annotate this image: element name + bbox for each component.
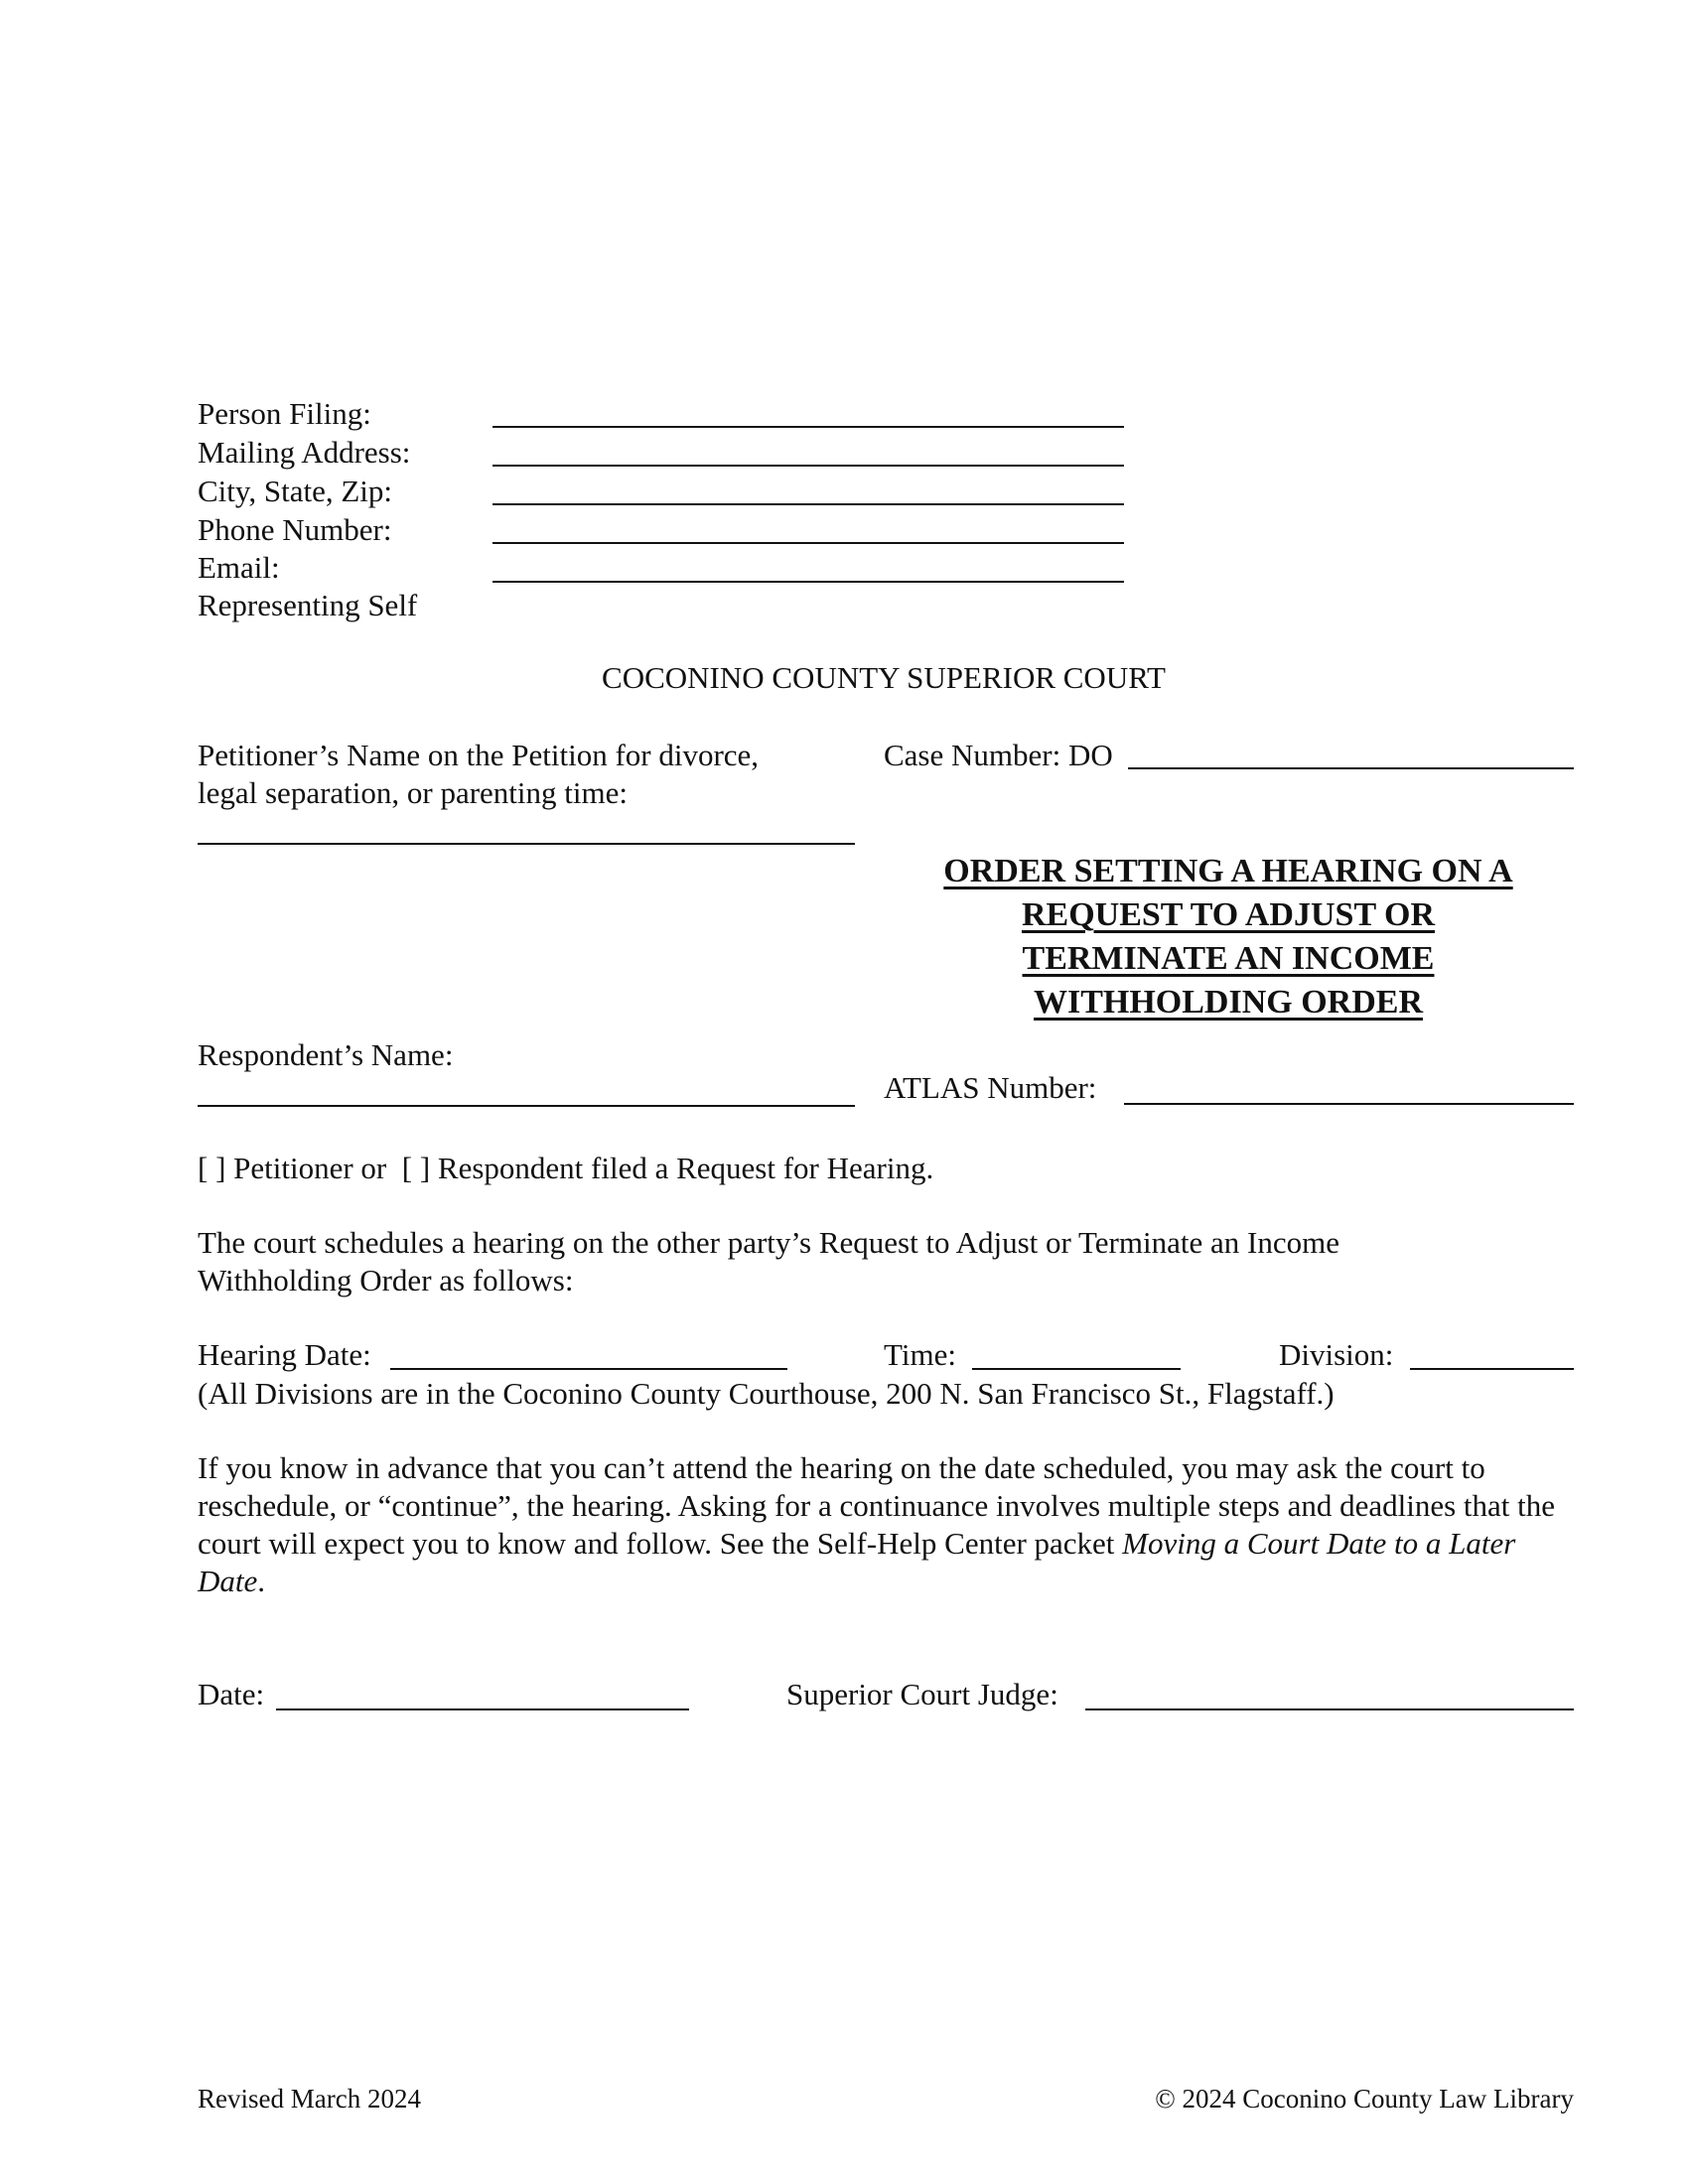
case-number-field[interactable] [1128,767,1574,769]
email-field[interactable] [492,581,1124,583]
packet-title: Moving a Court Date to a Later Date [198,1526,1516,1598]
petitioner-name-field[interactable] [198,843,855,845]
atlas-number-label: ATLAS Number: [884,1070,1097,1105]
date-label: Date: [198,1677,265,1711]
judge-signature-field[interactable] [1085,1708,1574,1710]
city-state-zip-label: City, State, Zip: [198,474,393,508]
city-state-zip-field[interactable] [492,503,1124,505]
continuance-body: If you know in advance that you can’t attend the hearing on the date scheduled, you may ask the court to reschedule, or “continue”, the hearing. Asking for a continuance involves multiple steps and deadlines that the court will expect you to know and follow. See the Self-Help Center packet [198,1450,1556,1561]
division-label: Division: [1279,1337,1394,1372]
document-title [894,850,1563,1024]
period: . [257,1564,266,1598]
judge-label: Superior Court Judge: [786,1677,1058,1711]
time-field[interactable] [972,1368,1181,1370]
atlas-number-field[interactable] [1124,1103,1574,1105]
hearing-date-field[interactable] [390,1368,787,1370]
respondent-label: Respondent’s Name: [198,1037,454,1072]
divisions-note: (All Divisions are in the Coconino County Courthouse, 200 N. San Francisco St., Flagstaff.) [198,1376,1335,1411]
respondent-checkbox[interactable]: [ ] Respondent filed a Request for Hearing. [401,1151,934,1185]
filed-by-line [198,1150,933,1187]
case-number-label: Case Number: DO [884,738,1113,772]
hearing-date-label: Hearing Date: [198,1337,371,1372]
petitioner-label-2: legal separation, or parenting time: [198,775,628,810]
title-line: REQUEST TO ADJUST OR [1021,896,1436,933]
representing-self: Representing Self [198,588,418,622]
email-label: Email: [198,550,280,585]
mailing-address-label: Mailing Address: [198,435,411,470]
person-filing-label: Person Filing: [198,396,371,431]
petitioner-label-1: Petitioner’s Name on the Petition for divorce, [198,738,760,772]
date-field[interactable] [276,1708,689,1710]
title-line: TERMINATE AN INCOME [1022,940,1435,977]
court-name: COCONINO COUNTY SUPERIOR COURT [602,660,1166,695]
respondent-name-field[interactable] [198,1105,855,1107]
footer-copyright: © 2024 Coconino County Law Library [1155,2084,1574,2114]
phone-number-field[interactable] [492,542,1124,544]
title-line: ORDER SETTING A HEARING ON A [943,853,1513,889]
phone-number-label: Phone Number: [198,512,392,547]
petitioner-checkbox[interactable]: [ ] Petitioner or [198,1151,387,1185]
mailing-address-field[interactable] [492,465,1124,467]
footer-revised: Revised March 2024 [198,2084,421,2114]
schedule-text: The court schedules a hearing on the other party’s Request to Adjust or Terminate an Income Withholding Order as follows: [198,1225,1339,1297]
title-line: WITHHOLDING ORDER [1034,984,1423,1021]
time-label: Time: [884,1337,956,1372]
person-filing-field[interactable] [492,426,1124,428]
continuance-text [198,1449,1578,1600]
division-field[interactable] [1410,1368,1574,1370]
